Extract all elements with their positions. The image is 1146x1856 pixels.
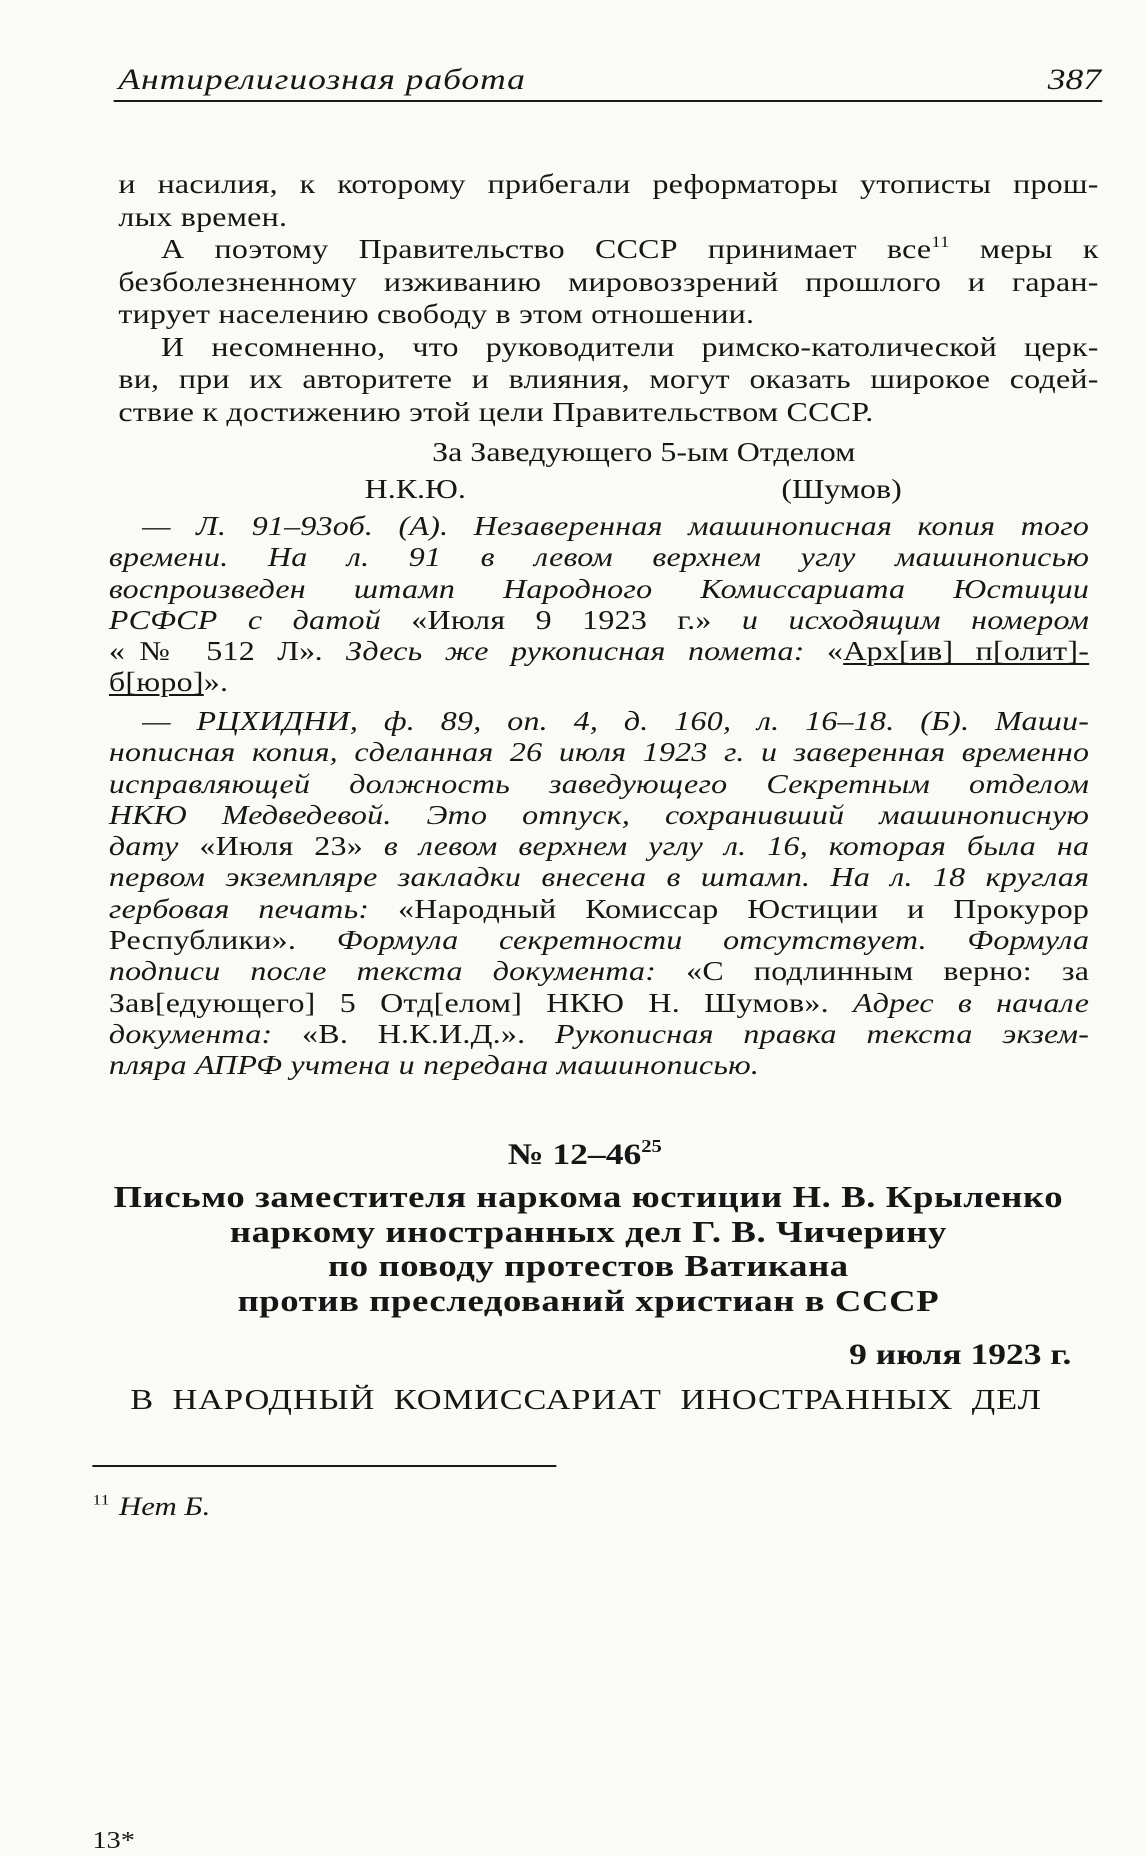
quoted-text: Республики».	[108, 925, 297, 956]
letter-text-line: ствие к достижению этой цели Правительством СССР.	[118, 396, 874, 427]
archival-note-line	[109, 667, 1089, 698]
document-title-line: против преследований христиан в СССР	[237, 1283, 940, 1319]
footnote	[92, 1492, 210, 1522]
sheet-signature-mark: 13*	[92, 1828, 135, 1854]
quoted-text: «С подлинным верно: за	[686, 956, 1090, 987]
document-title-line: наркому иностранных дел Г. В. Чичерину	[229, 1213, 947, 1249]
quoted-text: «№ 512 Л»	[108, 636, 316, 667]
quoted-text: «В. Н.К.И.Д.».	[302, 1018, 526, 1049]
document-date: 9 июля 1923 г.	[849, 1338, 1072, 1371]
quoted-text: «Июля 9 1923 г.»	[411, 604, 712, 635]
text-segment: и исходящим номером	[711, 604, 1090, 635]
document-addressee: В НАРОДНЫЙ КОМИССАРИАТ ИНОСТРАННЫХ ДЕЛ	[130, 1384, 1042, 1416]
archival-note-line: НКЮ Медведевой. Это отпуск, сохранивший машинописную	[108, 799, 1090, 830]
signature-position: За Заведующего 5-ым Отделом	[432, 437, 856, 467]
letter-text-line: И несомненно, что руководители римско-католической церк-	[161, 331, 1099, 362]
signature-name: (Шумов)	[781, 474, 902, 504]
text-segment: гербовая печать:	[108, 893, 399, 924]
archival-note-line: исправляющей должность заведующего Секретным отделом	[108, 768, 1090, 799]
running-head-title: Антирелигиозная работа	[118, 63, 526, 96]
letter-text-line: лых времен.	[118, 201, 288, 232]
footnote-marker: 11	[92, 1492, 110, 1509]
archival-note-line	[109, 894, 1089, 925]
archival-note-line: первом экземпляре закладки внесена в штамп. На л. 18 круглая	[108, 862, 1090, 893]
text-segment: Рукописная правка текста экзем-	[525, 1018, 1090, 1049]
text-segment: Формула секретности отсутствует. Формула	[296, 925, 1090, 956]
text-segment: А поэтому Правительство СССР принимает все	[161, 234, 932, 264]
archival-note-line	[109, 831, 1089, 862]
letter-text-line: и насилия, к которому прибегали реформаторы утописты прош-	[118, 169, 1099, 199]
document-title-line: Письмо заместителя наркома юстиции Н. В. Крыленко	[113, 1179, 1064, 1214]
footnote-reference: 11	[931, 234, 950, 252]
text-segment: Адрес в начале	[828, 987, 1090, 1018]
archival-note	[109, 511, 1089, 699]
archival-note-line	[109, 1019, 1089, 1050]
quote-mark: ».	[203, 667, 229, 698]
archival-note-line: — РЦХИДНИ, ф. 89, оп. 4, д. 160, л. 16–18. (Б). Маши-	[142, 706, 1090, 736]
archival-note-line: — Л. 91–93об. (А). Незаверенная машинописная копия того	[142, 511, 1090, 541]
archival-note-line: нописная копия, сделанная 26 июля 1923 г. и заверенная временно	[108, 737, 1090, 768]
underlined-text: Арх[ив] п[олит]-	[843, 636, 1090, 667]
page-number: 387	[1047, 63, 1102, 96]
document-number	[348, 1137, 822, 1173]
quote-mark: «	[826, 636, 844, 667]
letter-text-line: тирует населению свободу в этом отношении.	[118, 299, 755, 329]
text-segment: подписи после текста документа:	[108, 956, 687, 987]
letter-text	[118, 168, 1098, 428]
quoted-text: «Народный Комиссар Юстиции и Прокурор	[398, 893, 1090, 924]
text-segment: . Здесь же рукописная помета:	[315, 636, 827, 667]
archival-note-line	[109, 956, 1089, 987]
text-segment: в левом верхнем углу л. 16, которая была на	[362, 831, 1090, 862]
archival-note-line	[109, 605, 1089, 636]
document-title-line: по поводу протестов Ватикана	[328, 1248, 849, 1284]
archival-note-line: воспроизведен штамп Народного Комиссариата Юстиции	[108, 573, 1090, 604]
archival-note-line	[109, 636, 1089, 667]
letter-text-line: ви, при их авторитете и влияния, могут оказать широкое содей-	[118, 364, 1099, 394]
archival-note-line: времени. На л. 91 в левом верхнем углу машинописью	[108, 542, 1090, 573]
header-rule	[114, 100, 1103, 102]
signature-department: Н.К.Ю.	[364, 474, 466, 504]
underlined-text: б[юро]	[108, 667, 204, 698]
text-segment: дату	[108, 831, 200, 862]
letter-text-line	[118, 233, 1098, 266]
endnote-reference: 25	[641, 1135, 662, 1156]
quoted-text: «Июля 23»	[199, 831, 363, 862]
footnote-text: Нет Б.	[119, 1492, 211, 1521]
archival-note-line: пляра АПРФ учтена и передана машинописью.	[108, 1050, 760, 1081]
archival-note-line	[109, 988, 1089, 1019]
quoted-text: Зав[едующего] 5 Отд[елом] НКЮ Н. Шумов».	[108, 987, 829, 1018]
archival-note	[109, 706, 1089, 1082]
text-segment: меры к	[949, 234, 1099, 264]
letter-text-line: безболезненному изживанию мировоззрений прошлого и гаран-	[118, 266, 1099, 297]
text-segment: документа:	[108, 1018, 303, 1049]
document-title	[56, 1180, 1121, 1319]
archival-note-line	[109, 925, 1089, 956]
text-segment: РСФСР с датой	[108, 604, 412, 635]
footnote-rule	[92, 1465, 556, 1467]
document-number-text: № 12–46	[507, 1138, 642, 1171]
